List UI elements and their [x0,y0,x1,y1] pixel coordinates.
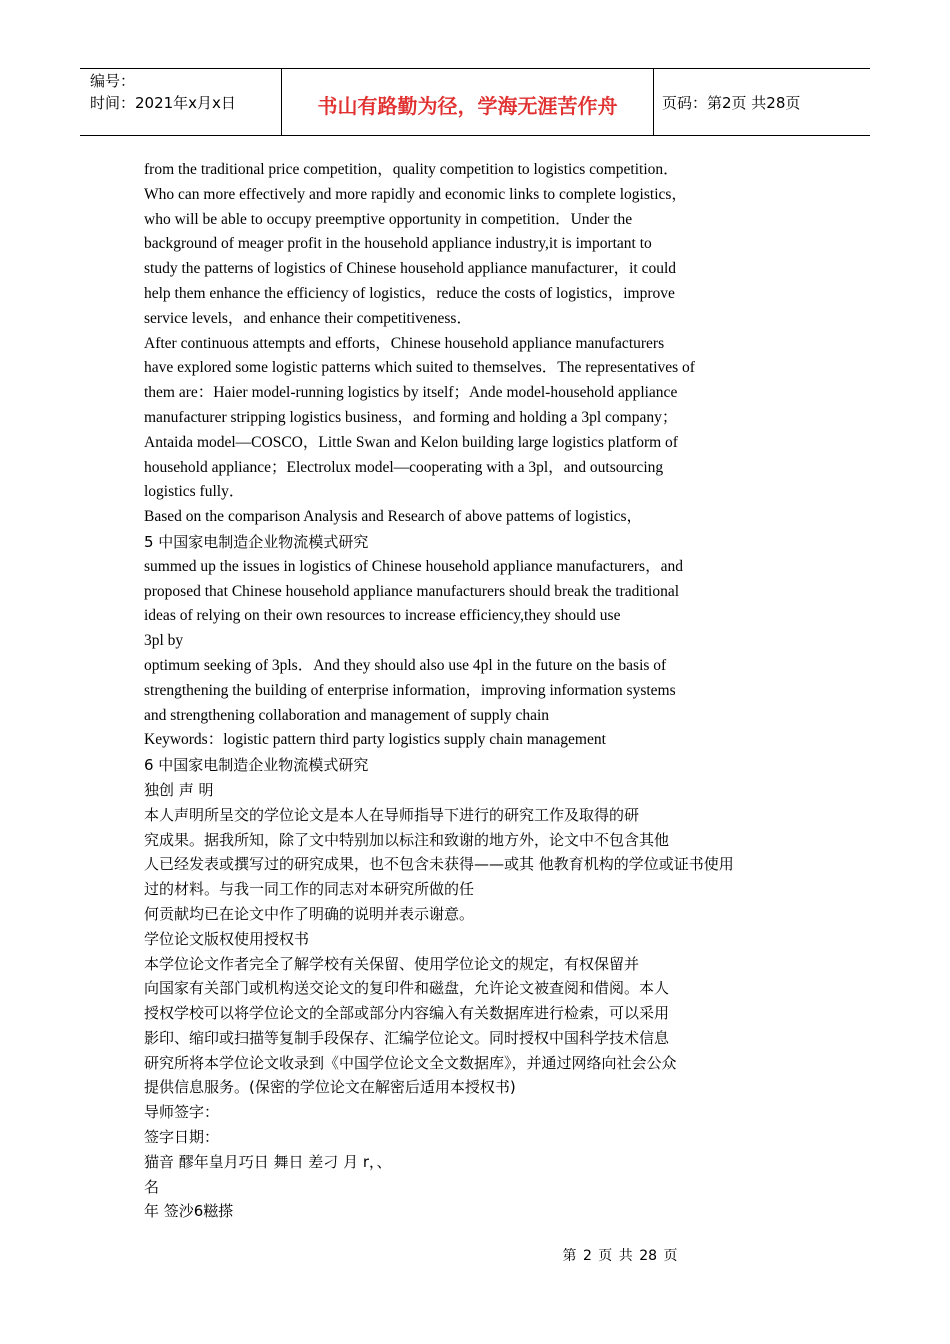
text-line: summed up the issues in logistics of Chinese household appliance manufacturers，and [144,557,683,575]
text-line: who will be able to occupy preemptive opportunity in competition．Under the [144,210,633,228]
text-line: 向国家有关部门或机构送交论文的复印件和磁盘，允许论文被查阅和借阅。本人 [144,979,670,998]
text-line: manufacturer stripping logistics business，and forming and holding a 3pl company； [144,408,678,426]
header-page-info: 页码：第2页 共28页 [662,93,801,112]
text-line: Who can more effectively and more rapidly and economic links to complete logistics， [144,185,687,203]
text-line: 本人声明所呈交的学位论文是本人在导师指导下进行的研究工作及取得的研 [144,805,640,824]
text-line: Keywords：logistic pattern third party logistics supply chain management [144,731,606,749]
text-line: them are：Haier model-running logistics by itself；Ande model-household appliance [144,384,678,402]
header-motto: 书山有路勤为径，学海无涯苦作舟 [282,69,654,135]
text-line: study the patterns of logistics of Chinese household appliance manufacturer，it could [144,260,677,278]
text-line: help them enhance the efficiency of logistics，reduce the costs of logistics，improve [144,284,675,302]
text-line: 6 中国家电制造企业物流模式研究 [144,756,369,775]
text-line: 本学位论文作者完全了解学校有关保留、使用学位论文的规定，有权保留并 [144,954,640,973]
text-line: proposed that Chinese household appliance manufacturers should break the traditional [144,582,680,600]
text-line: Based on the comparison Analysis and Research of above pattems of logistics， [144,508,643,526]
text-line: 何贡献均已在论文中作了明确的说明并表示谢意。 [144,904,475,923]
text-line: background of meager profit in the household appliance industry,it is important to [144,235,652,253]
text-line: 提供信息服务。(保密的学位论文在解密后适用本授权书) [144,1078,516,1097]
text-line: ideas of relying on their own resources to increase efficiency,they should use [144,607,621,625]
text-line: 人已经发表或撰写过的研究成果，也不包含未获得——或其 他教育机构的学位或证书使用 [144,855,734,874]
header-meta-cell [80,69,282,135]
text-line: logistics fully． [144,483,245,501]
text-line: optimum seeking of 3pls．And they should also use 4pl in the future on the basis of [144,656,667,674]
text-line: Antaida model—COSCO，Little Swan and Kelon building large logistics platform of [144,433,678,451]
text-line: 猫音 醪年皇月巧日 舞日 差刁 月 r，、 [144,1152,392,1171]
text-line: 签字日期： [144,1128,220,1147]
text-line: 5 中国家电制造企业物流模式研究 [144,532,369,551]
text-line: After continuous attempts and efforts，Chinese household appliance manufacturers [144,334,665,352]
text-line: have explored some logistic patterns which suited to themselves．The representatives of [144,359,695,377]
text-line: 影印、缩印或扫描等复制手段保存、汇编学位论文。同时授权中国科学技术信息 [144,1028,670,1047]
text-line: 3pl by [144,632,184,650]
page-header [80,68,870,136]
text-line: 独创 声 明 [144,780,214,799]
text-line: 学位论文版权使用授权书 [144,929,310,948]
text-line: household appliance；Electrolux model—cooperating with a 3pl，and outsourcing [144,458,664,476]
text-line: service levels，and enhance their competitiveness． [144,309,472,327]
document-body [144,158,824,1224]
text-line: 导师签字： [144,1103,220,1122]
text-line: 究成果。据我所知，除了文中特别加以标注和致谢的地方外，论文中不包含其他 [144,830,670,849]
text-line: 年 签沙6糍搽 [144,1202,234,1221]
document-number-label: 编号： [90,72,136,90]
document-time-label: 时间：2021年x月x日 [90,94,236,112]
text-line: strengthening the building of enterprise information，improving information systems [144,681,676,699]
text-line: 研究所将本学位论文收录到《中国学位论文全文数据库》，并通过网络向社会公众 [144,1053,677,1072]
text-line: 过的材料。与我一同工作的同志对本研究所做的任 [144,880,475,899]
text-line: 授权学校可以将学位论文的全部或部分内容编入有关数据库进行检索，可以采用 [144,1004,670,1023]
text-line: and strengthening collaboration and management of supply chain [144,706,550,724]
text-line: 名 [144,1177,160,1196]
text-line: from the traditional price competition，quality competition to logistics competition． [144,161,679,178]
page-footer: 第 2 页 共 28 页 [562,1248,678,1264]
